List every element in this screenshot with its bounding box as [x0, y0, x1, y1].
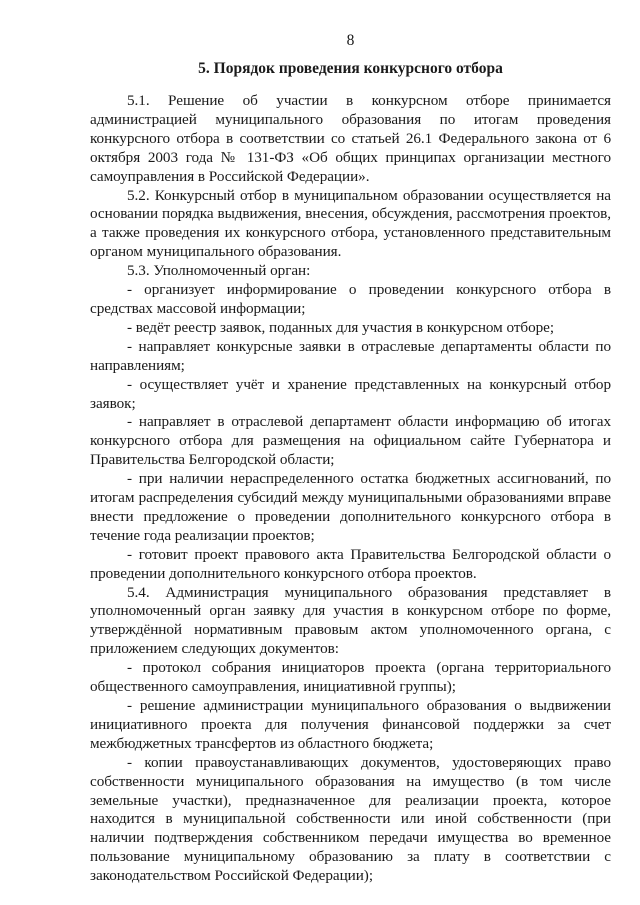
- list-item: - готовит проект правового акта Правительства Белгородской области о проведении дополнительного конкурсного отбора проектов.: [90, 545, 611, 582]
- paragraph-5-1: 5.1. Решение об участии в конкурсном отборе принимается администрацией муниципального образования по итогам проведения конкурсного отбора в соответствии со статьей 26.1 Федерального закона от 6 октября 2003 года № 131-ФЗ «Об общих принципах организации местного самоуправления в Российской Федерации».: [90, 92, 611, 185]
- list-item: - при наличии нераспределенного остатка бюджетных ассигнований, по итогам распределения субсидий между муниципальными образованиями вправе внести предложение о проведении дополнительного конкурсного отбора в течение года реализации проектов;: [90, 470, 611, 544]
- list-item: - направляет в отраслевой департамент области информацию об итогах конкурсного отбора для размещения на официальном сайте Губернатора и Правительства Белгородской области;: [90, 413, 611, 469]
- section-title: 5. Порядок проведения конкурсного отбора: [198, 60, 503, 77]
- list-item: - ведёт реестр заявок, поданных для участия в конкурсном отборе;: [127, 318, 555, 336]
- page-number: 8: [346, 32, 355, 49]
- list-item: - копии правоустанавливающих документов, удостоверяющих право собственности муниципального образования на имущество (в том числе земельные участки), предназначенное для реализации проекта, которое находится в муниципальной собственности или иной собственности (при наличии подтверждения собственником передачи имущества во временное пользование муниципальному образованию за плату в соответствии с законодательством Российской Федерации);: [90, 753, 611, 885]
- paragraph-5-3: 5.3. Уполномоченный орган:: [127, 262, 311, 280]
- list-item: - решение администрации муниципального образования о выдвижении инициативного проекта для получения финансовой поддержки за счет межбюджетных трансфертов из областного бюджета;: [90, 697, 611, 752]
- list-item: - протокол собрания инициаторов проекта (органа территориального общественного самоуправления, инициативной группы);: [90, 659, 611, 696]
- list-item: - направляет конкурсные заявки в отраслевые департаменты области по направлениям;: [90, 337, 611, 374]
- paragraph-5-4: 5.4. Администрация муниципального образования представляет в уполномоченный орган заявку для участия в конкурсном отборе по форме, утверждённой нормативным правовым актом уполномоченного органа, с приложением следующих документов:: [90, 583, 611, 658]
- paragraph-5-2: 5.2. Конкурсный отбор в муниципальном образовании осуществляется на основании порядка выдвижения, внесения, обсуждения, рассмотрения проектов, а также проведения их конкурсного отбора, установленного представительным органом муниципального образования.: [90, 186, 611, 261]
- document-page: [90, 32, 611, 886]
- list-item: - осуществляет учёт и хранение представленных на конкурсный отбор заявок;: [90, 375, 611, 412]
- list-item: - организует информирование о проведении конкурсного отбора в средствах массовой информации;: [90, 281, 611, 317]
